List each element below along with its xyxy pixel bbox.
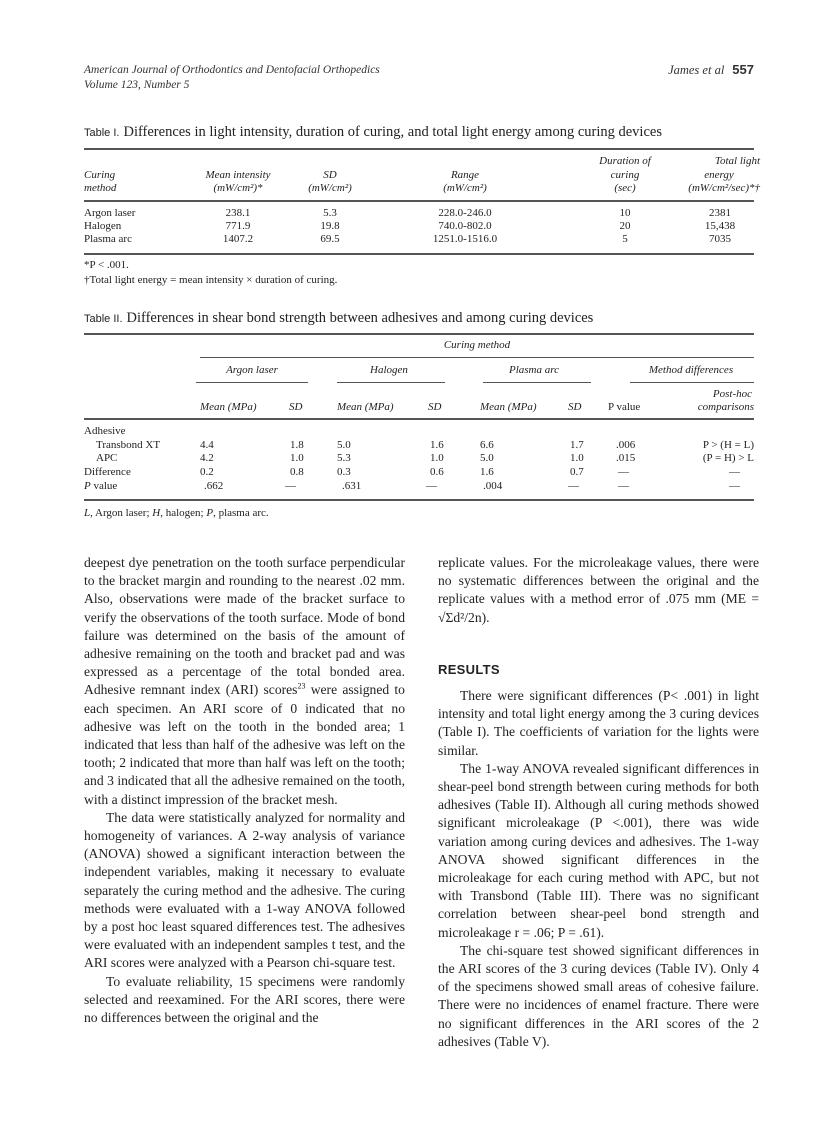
right-para-1: replicate values. For the microleakage values, there were no systematic differences between the original and the replicate values with a method error of .075 mm (ME = √Σd²/2n). (438, 555, 759, 625)
table1-caption (84, 124, 662, 141)
t2-sh-mean-plasma: Mean (MPa) (480, 401, 537, 413)
t2-sh-pvalue-text: P value (608, 401, 641, 413)
t2-r3-c5: — (568, 480, 579, 492)
t1-r2-sd: 69.5 (320, 233, 340, 245)
t1-r0-sd: 5.3 (323, 207, 337, 219)
t2-sh-posthoc-l1: Post-hoc (712, 388, 752, 400)
t1-r2-method: Plasma arc (84, 233, 132, 245)
t2-r1-c3: 1.0 (430, 452, 444, 464)
right-para-3: The 1-way ANOVA revealed significant differences in shear-peel bond strength between curing methods for both adhesives (Table II). Although all curing methods showed significant microleakage (P <.001), there was wide variation among curing devices and adhesives. The 1-way ANOVA showed significant differences in the microleakage for each curing method with APC, but not with Transbond (Table III). There was no significant correlation between shear-peel bond strength and microleakage r = .06; P = .61). (438, 760, 759, 940)
t2-r0-c5: 1.7 (570, 439, 584, 451)
t2-r2-c6: — (618, 466, 629, 478)
table1-label: Table I. (84, 127, 120, 139)
t1-r1-energy: 15,438 (704, 220, 736, 232)
t2-r3-c6: — (618, 480, 629, 492)
citation-superscript: 23 (297, 681, 306, 691)
running-header-right (668, 62, 754, 78)
t1-r2-mean: 1407.2 (222, 233, 254, 245)
table1-note-1: *P < .001. (84, 259, 129, 271)
left-para-3: To evaluate reliability, 15 specimens were randomly selected and reexamined. For the ARI scores, there were no differences between the original and the (84, 973, 405, 1026)
t2-r2-c7: — (729, 466, 740, 478)
t2-r1-c6: .015 (616, 452, 636, 464)
table2-title: Differences in shear bond strength between adhesives and among curing devices (126, 310, 594, 326)
left-para-1-rest: were assigned to each specimen. An ARI score of 0 indicated that no adhesive was left on the tooth in the bonded area; 1 indicated that less than half of the adhesive was left on the tooth; 2 indicated that more than half was left on the tooth; and 3 indicated that all the adhesive remained on the tooth, with a distinct impression of the bracket mesh. (84, 682, 405, 807)
t2-r0-c2: 5.0 (337, 439, 351, 451)
t2-r1-c0: 4.2 (200, 452, 214, 464)
t1-h-duration-l1: Duration of (599, 155, 651, 167)
journal-name: American Journal of Orthodontics and Dentofacial Orthopedics (84, 64, 380, 76)
t1-r1-duration: 20 (619, 220, 631, 232)
t2-r0-c1: 1.8 (290, 439, 304, 451)
t1-r2-duration: 5 (622, 233, 628, 245)
t1-h-mean-l2: Mean intensity (205, 169, 271, 181)
t2-group-halogen: Halogen (370, 364, 408, 376)
t2-spanner: Curing method (443, 339, 511, 351)
t2-r3-c3: — (426, 480, 437, 492)
t1-r0-mean: 238.1 (225, 207, 251, 219)
t2-r3-c2: .631 (342, 480, 362, 492)
table1-top-rule (84, 148, 754, 150)
t2-r0-c6: .006 (616, 439, 636, 451)
t1-h-mean-l3: (mW/cm²)* (213, 182, 263, 194)
t2-r0-c4: 6.6 (480, 439, 494, 451)
t2-sh-sd-argon: SD (289, 401, 303, 413)
table2-caption (84, 310, 593, 327)
t1-r0-duration: 10 (619, 207, 631, 219)
body-left-column (84, 554, 405, 1027)
t2-r1-c4: 5.0 (480, 452, 494, 464)
table2-header-rule (84, 418, 754, 420)
t2-r2-c1: 0.8 (290, 466, 304, 478)
left-para-1 (84, 554, 405, 809)
t2-r3-c1: — (285, 480, 296, 492)
t1-h-duration-l3: (sec) (614, 182, 636, 194)
t2-r2-c4: 1.6 (480, 466, 494, 478)
t1-r0-range: 228.0-246.0 (438, 207, 492, 219)
left-para-2: The data were statistically analyzed for normality and homogeneity of variances. A 2-way analysis of variance (ANOVA) showed a significant interaction between the independent variables, making it necessary to evaluate separately the curing method and the adhesive. The curing methods were evaluated with a 1-way ANOVA followed by a post hoc least squared differences test. The adhesives were evaluated with an independent samples t test, and the ARI scores were analyzed with a Pearson chi-square test. (84, 809, 405, 971)
t1-r0-energy: 2381 (709, 207, 731, 219)
t2-r1-c5: 1.0 (570, 452, 584, 464)
journal-volume: Volume 123, Number 5 (84, 79, 190, 91)
right-para-4: The chi-square test showed significant differences in the ARI scores of the 3 curing devices (Table IV). Only 4 of the specimens showed small areas of cohesive failure. There were no incidences of enamel fracture. There were no significant differences in the ARI scores of the 2 adhesives (Table V). (438, 942, 759, 1049)
t2-r2-c2: 0.3 (337, 466, 351, 478)
t1-r1-sd: 19.8 (320, 220, 340, 232)
t1-h-range-l3: (mW/cm²) (443, 182, 487, 194)
body-right-column (438, 554, 759, 1051)
t2-r1-c2: 5.3 (337, 452, 351, 464)
t1-r1-range: 740.0-802.0 (438, 220, 492, 232)
t2-r0-c0: 4.4 (200, 439, 214, 451)
t2-r3-c7: — (729, 480, 740, 492)
t1-h-energy-l3: (mW/cm²/sec)*† (688, 182, 760, 194)
t1-r1-method: Halogen (84, 220, 122, 232)
t1-r2-range: 1251.0-1516.0 (432, 233, 498, 245)
t2-group-rule-plasma (483, 382, 591, 383)
t2-sh-posthoc-l2: comparisons (697, 401, 754, 413)
section-heading-results: RESULTS (438, 661, 500, 677)
t2-r2-c3: 0.6 (430, 466, 444, 478)
left-para-1-text: deepest dye penetration on the tooth surface perpendicular to the bracket margin and rounding to the nearest .02 mm. Also, observations were made of the bracket surface to verify the observations of the tooth surface. Mode of bond failure was determined on the basis of the amount of adhesive remaining on the tooth and bracket pad and was expressed as a percentage of the total bonded area. Adhesive remnant index (ARI) scores (84, 555, 405, 698)
t1-h-duration-l2: curing (610, 169, 640, 181)
t1-r1-mean: 771.9 (225, 220, 251, 232)
t2-r3-c0: .662 (204, 480, 224, 492)
running-header-journal (84, 63, 380, 93)
t2-sh-pvalue (608, 401, 640, 413)
t2-section-adhesive: Adhesive (84, 425, 126, 437)
t2-sh-mean-halogen: Mean (MPa) (337, 401, 394, 413)
t1-h-sd-l3: (mW/cm²) (308, 182, 352, 194)
t2-r3-c4: .004 (483, 480, 503, 492)
table1-bottom-rule (84, 253, 754, 255)
page-number: 557 (732, 62, 754, 77)
t2-r2-c0: 0.2 (200, 466, 214, 478)
right-para-2: There were significant differences (P< .001) in light intensity and total light energy among the 3 curing devices (Table I). The coefficients of variation for the lights were similar. (438, 688, 759, 758)
t2-r1-c7: (P = H) > L (702, 452, 754, 464)
t2-group-method-diff: Method differences (648, 364, 734, 376)
t2-r0-c7: P > (H = L) (702, 439, 754, 451)
table2-note: L, Argon laser; H, halogen; P, plasma arc. (84, 507, 269, 519)
t1-r0-method: Argon laser (84, 207, 136, 219)
t2-r1-label: APC (96, 452, 118, 464)
t2-sh-mean-argon: Mean (MPa) (200, 401, 257, 413)
t1-h-energy-l1: Total light (714, 155, 760, 167)
authors: James et al (668, 63, 725, 77)
t1-h-range-l2: Range (450, 169, 480, 181)
table1-title: Differences in light intensity, duration of curing, and total light energy among curing devices (123, 124, 662, 140)
t1-h-energy-l2: energy (704, 169, 734, 181)
t2-r0-c3: 1.6 (430, 439, 444, 451)
t2-group-plasma: Plasma arc (508, 364, 559, 376)
t2-sh-sd-halogen: SD (428, 401, 442, 413)
table2-top-rule (84, 333, 754, 335)
t1-h-sd-l2: SD (323, 169, 337, 181)
t1-r2-energy: 7035 (709, 233, 731, 245)
table1-header-rule (84, 200, 754, 202)
t2-r0-label: Transbond XT (96, 439, 161, 451)
t2-r2-c5: 0.7 (570, 466, 584, 478)
t2-sh-sd-plasma: SD (568, 401, 582, 413)
t2-spanner-rule (200, 357, 754, 358)
t1-h-method-l3: method (84, 182, 117, 194)
table2-label: Table II. (84, 313, 123, 325)
t2-r1-c1: 1.0 (290, 452, 304, 464)
t2-group-rule-halogen (337, 382, 445, 383)
t2-r2-label: Difference (84, 466, 131, 478)
t2-group-rule-method (630, 382, 754, 383)
t2-group-rule-argon (196, 382, 308, 383)
table1-note-2: †Total light energy = mean intensity × duration of curing. (84, 274, 338, 286)
table2-bottom-rule (84, 499, 754, 501)
t2-group-argon: Argon laser (226, 364, 278, 376)
t2-r3-label: P value (84, 480, 118, 492)
t1-h-method-l2: Curing (84, 169, 116, 181)
